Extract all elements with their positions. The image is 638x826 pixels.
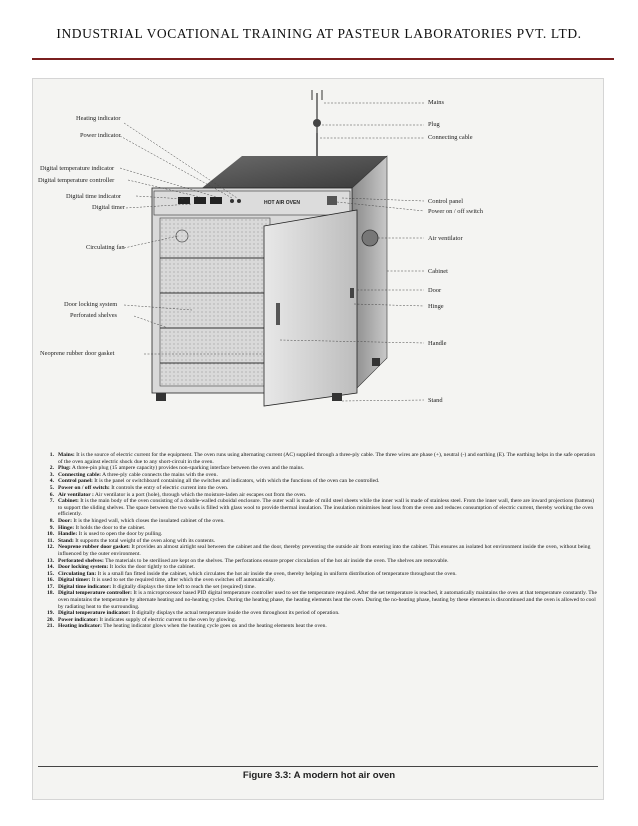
list-item: 21. Heating indicator: The heating indicator glows when the heating cycle goes on and the heating elements heat the oven. [47, 623, 327, 630]
label-perforated-shelves: Perforated shelves [70, 312, 118, 319]
component-description-list [38, 452, 598, 630]
label-mains: Mains [428, 99, 444, 106]
list-item: 2. Plug: A three-pin plug (15 ampere capacity) provides non-sparking interface between the oven and the mains. [49, 465, 305, 472]
power-indicator-icon [230, 199, 234, 203]
label-door: Door [428, 287, 442, 294]
label-stand: Stand [428, 397, 443, 404]
mains-plug-cable [312, 90, 322, 158]
page-header-title: INDUSTRIAL VOCATIONAL TRAINING AT PASTEUR LABORATORIES PVT. LTD. [56, 26, 582, 41]
list-item: 1. Mains: It is the source of electric current for the equipment. The oven runs using alternating current (AC) supplied through a three-ply cable. The three wires are phase (+), neutral (-) and earthing (E). The earthing helps in the safe operation of the oven against electric shock due to any short-circuit in the oven. [49, 452, 596, 465]
panel-label: HOT AIR OVEN [264, 200, 300, 206]
stand-foot-right [332, 393, 342, 401]
label-hinge: Hinge [428, 303, 444, 310]
caption-divider [38, 766, 598, 767]
list-item: 15. Circulating fan: It is a small fan fitted inside the cabinet, which circulates the hot air inside the oven, thereby helping in uniform distribution of temperature throughout the oven. [47, 570, 457, 577]
power-switch-icon [327, 196, 337, 205]
list-item: 16. Digital timer: It is used to set the required time, after which the oven switches off automatically. [47, 577, 276, 584]
label-power-indicator: Power indicator [80, 132, 121, 139]
list-item: 17. Digital time indicator: It digitally displays the time left to reach the set (required) time. [47, 583, 256, 590]
label-control-panel: Control panel [428, 198, 463, 205]
list-item: 18. Digital temperature controller: It is a microprocessor based PID digital temperature controller used to set the temperature required. After the set temperature is reached, it automatically maintains the oven at that temperature constantly. The oven maintains the temperature by alternate heating and no-heating cycles. During the heating phase, the heating elements heat the oven. During the no-heating phase, heating by these elements is discontinued and the oven is allowed to cool by radiating heat to the surrounding. [47, 590, 597, 610]
hinge-icon [350, 288, 354, 298]
list-item: 20. Power indicator: It indicates supply of electric current to the oven by glowing. [47, 616, 237, 623]
list-item: 10. Handle: It is used to open the door by pulling. [47, 531, 163, 538]
label-heating-indicator: Heating indicator [76, 115, 121, 122]
label-digital-temperature-controller: Digital temperature controller [38, 177, 115, 184]
list-item: 9. Hinge: It holds the door to the cabinet. [49, 524, 146, 531]
timer-display-icon [194, 197, 206, 204]
label-air-ventilator: Air ventilator [428, 235, 463, 242]
list-item: 3. Connecting cable: A three-ply cable connects the mains with the oven. [49, 471, 218, 478]
label-handle: Handle [428, 340, 447, 347]
list-item: 8. Door: It is the hinged wall, which closes the insulated cabinet of the oven. [49, 517, 225, 524]
header-rule [32, 58, 614, 60]
label-digital-temperature-indicator: Digital temperature indicator [40, 165, 115, 172]
list-item: 7. Cabinet: It is the main body of the oven consisting of a double-walled cuboidal enclosure. The outer wall is made of mild steel sheets while the inner wall is made of stainless steel. From the inner wall, there are inward projections (battens) to support the sliding shelves. The space between the two walls is filled with glass wool to provide thermal insulation. The insulation minimises heat loss from the oven and reduces consumption of electric current, thereby working the oven efficiently. [49, 498, 595, 518]
temperature-display-icon [210, 197, 222, 204]
label-door-locking-system: Door locking system [64, 301, 118, 308]
time-display-icon [178, 197, 190, 204]
stand-foot-back [372, 358, 380, 366]
label-neoprene-gasket: Neoprene rubber door gasket [40, 350, 115, 357]
door-handle-icon [276, 303, 280, 325]
label-digital-time-indicator: Digital time indicator [66, 193, 122, 200]
stand-foot-left [156, 393, 166, 401]
list-item: 11. Stand: It supports the total weight of the oven along with its contents. [47, 537, 216, 544]
label-connecting-cable: Connecting cable [428, 134, 473, 141]
label-circulating-fan: Circulating fan [86, 244, 125, 251]
list-item: 14. Door locking system: It locks the door tightly to the cabinet. [47, 564, 196, 571]
figure-caption: Figure 3.3: A modern hot air oven [242, 770, 396, 781]
list-item: 4. Control panel: It is the panel or switchboard containing all the switches and indicators, with which the functions of the oven can be controlled. [49, 478, 380, 485]
air-ventilator-icon [362, 230, 378, 246]
label-power-switch: Power on / off switch [428, 208, 483, 215]
oven-chamber [160, 218, 270, 386]
list-item: 13. Perforated shelves: The materials to be sterilised are kept on the shelves. The perforations ensure proper circulation of the hot air inside the oven. The shelves are removable. [47, 557, 449, 564]
list-item: 6. Air ventilator : Air ventilator is a port (hole), through which the moisture-laden air escapes out from the oven. [49, 491, 307, 498]
list-item: 5. Power on / off switch: It controls the entry of electric current into the oven. [49, 484, 229, 491]
label-plug: Plug [428, 121, 440, 128]
label-digital-timer: Digital timer [92, 204, 125, 211]
label-cabinet: Cabinet [428, 268, 448, 275]
heating-indicator-icon [237, 199, 241, 203]
list-item: 19. Digital temperature indicator: It digitally displays the actual temperature inside the oven throughout its period of operation. [47, 610, 340, 617]
list-item: 12. Neoprene rubber door gasket: It provides an almost airtight seal between the cabinet and the door, thereby preventing the outside air from entering into the cabinet. This ensures an isolated hot environment inside the oven, without being influenced by the outer environment. [47, 544, 591, 557]
